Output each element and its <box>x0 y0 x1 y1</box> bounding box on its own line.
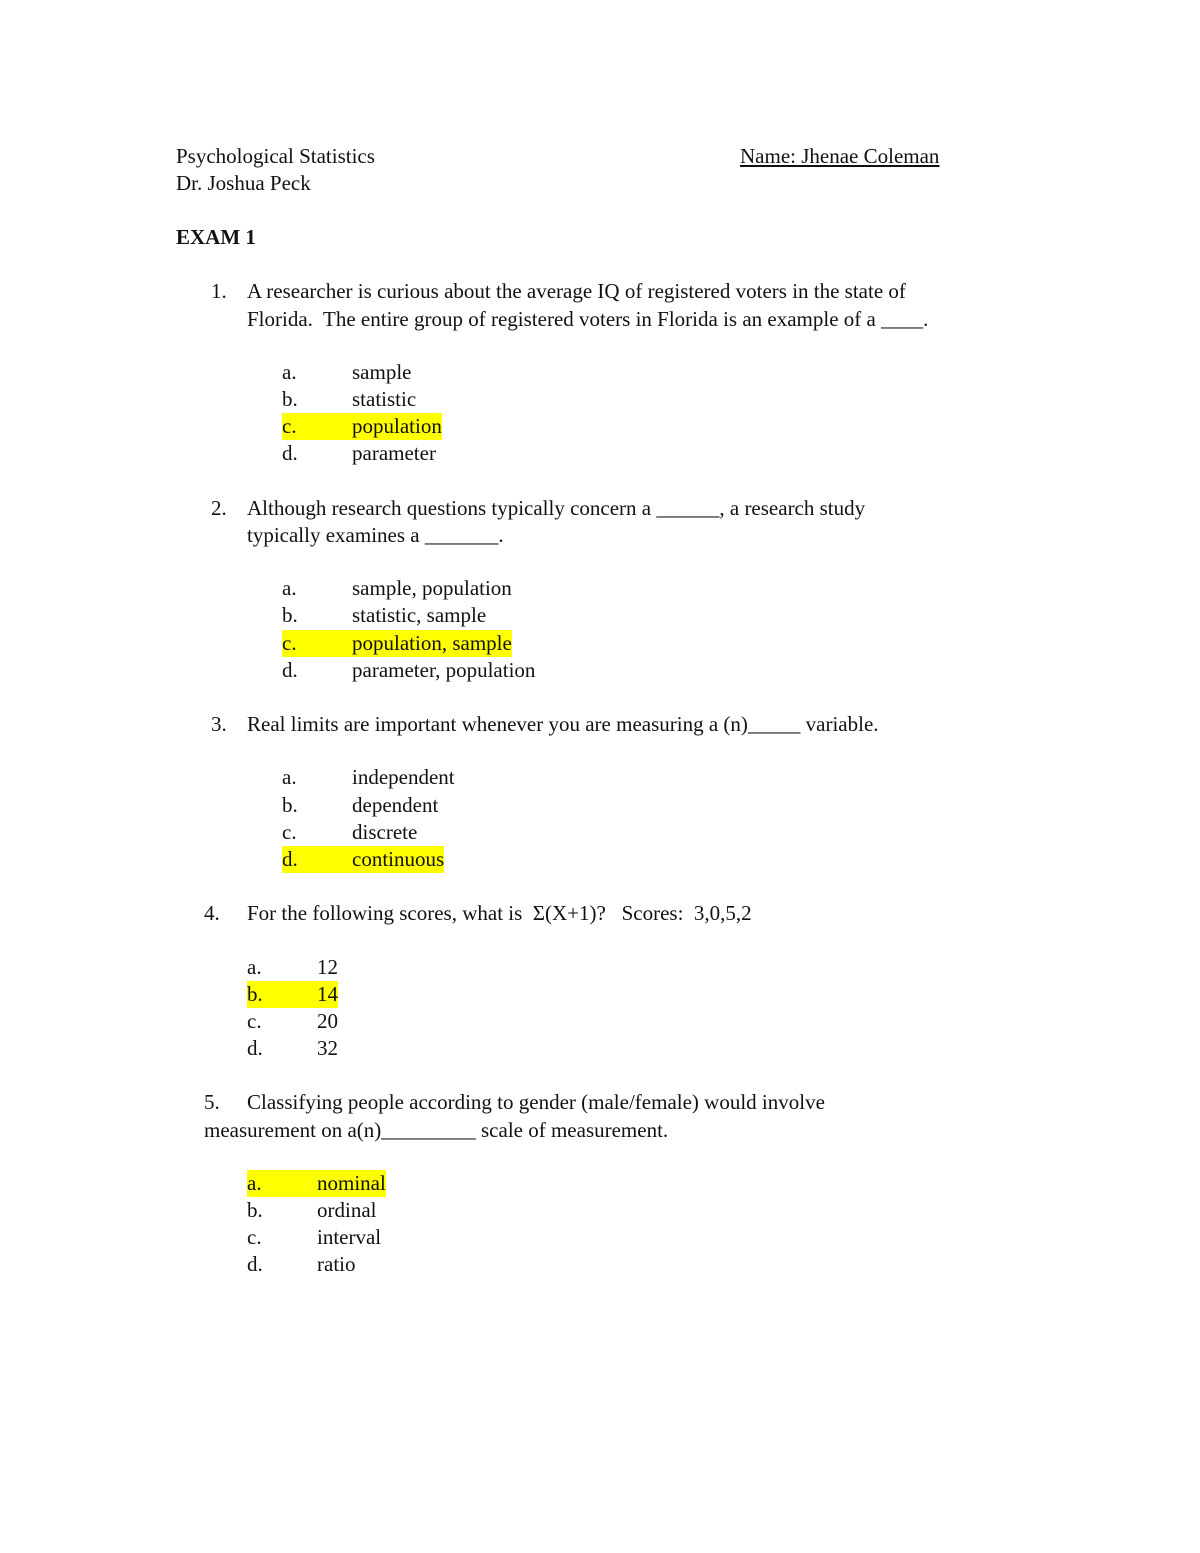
answer-option <box>247 1035 338 1062</box>
option-letter: d. <box>282 847 298 871</box>
option-letter: d. <box>247 1252 263 1276</box>
option-text: sample, population <box>352 576 512 600</box>
answer-option <box>282 602 486 629</box>
option-letter: c. <box>247 1009 262 1033</box>
answer-option <box>282 359 411 386</box>
option-letter: a. <box>247 1171 262 1195</box>
question-number: 5. <box>204 1090 220 1114</box>
option-letter: d. <box>282 658 298 682</box>
question-number: 4. <box>204 901 220 925</box>
option-text: statistic <box>352 387 417 411</box>
option-text: 12 <box>317 955 338 979</box>
option-letter: c. <box>282 631 297 655</box>
option-letter: a. <box>282 765 297 789</box>
answer-option <box>247 1197 376 1224</box>
answer-option-selected <box>247 1170 386 1197</box>
answer-option-selected <box>282 630 512 657</box>
option-letter: b. <box>247 982 263 1006</box>
option-text: statistic, sample <box>352 603 487 627</box>
option-letter: b. <box>247 1198 263 1222</box>
answer-option <box>282 440 436 467</box>
answer-option <box>282 575 512 602</box>
answer-option <box>247 954 338 981</box>
question-number: 2. <box>211 496 227 520</box>
answer-option-selected <box>282 413 442 440</box>
answer-option <box>247 1008 338 1035</box>
option-letter: b. <box>282 793 298 817</box>
option-letter: a. <box>247 955 262 979</box>
student-name: Name: Jhenae Coleman <box>740 144 940 168</box>
option-text: independent <box>352 765 455 789</box>
option-text: parameter <box>352 441 436 465</box>
answer-option <box>282 657 535 684</box>
option-text: 14 <box>317 982 338 1006</box>
option-letter: b. <box>282 387 298 411</box>
option-text: population <box>352 414 442 438</box>
question-text-line: typically examines a _______. <box>247 523 504 547</box>
answer-option <box>282 819 417 846</box>
answer-option-selected <box>247 981 338 1008</box>
question-text-line: measurement on a(n)_________ scale of measurement. <box>204 1118 669 1142</box>
option-letter: a. <box>282 360 297 384</box>
option-text: sample <box>352 360 412 384</box>
answer-option <box>247 1224 381 1251</box>
instructor-name: Dr. Joshua Peck <box>176 171 311 195</box>
answer-option <box>247 1251 355 1278</box>
option-letter: d. <box>247 1036 263 1060</box>
question-text-line: Real limits are important whenever you are measuring a (n)_____ variable. <box>247 712 879 736</box>
question-text-line: Florida. The entire group of registered voters in Florida is an example of a ____. <box>247 307 929 331</box>
option-letter: c. <box>247 1225 262 1249</box>
option-letter: c. <box>282 820 297 844</box>
option-text: population, sample <box>352 631 512 655</box>
question-text-line: Classifying people according to gender (male/female) would involve <box>247 1090 825 1114</box>
option-text: 20 <box>317 1009 338 1033</box>
option-text: interval <box>317 1225 382 1249</box>
answer-option-selected <box>282 846 444 873</box>
answer-option <box>282 386 416 413</box>
option-text: continuous <box>352 847 445 871</box>
course-title: Psychological Statistics <box>176 144 375 168</box>
option-letter: b. <box>282 603 298 627</box>
option-text: dependent <box>352 793 439 817</box>
answer-option <box>282 764 455 791</box>
question-number: 1. <box>211 279 227 303</box>
question-text-line: For the following scores, what is Σ(X+1)? Scores: 3,0,5,2 <box>247 901 752 925</box>
option-letter: a. <box>282 576 297 600</box>
question-text-line: Although research questions typically concern a ______, a research study <box>247 496 866 520</box>
option-text: ratio <box>317 1252 356 1276</box>
option-text: ordinal <box>317 1198 377 1222</box>
option-text: 32 <box>317 1036 338 1060</box>
option-text: nominal <box>317 1171 386 1195</box>
option-text: parameter, population <box>352 658 536 682</box>
option-letter: d. <box>282 441 298 465</box>
option-text: discrete <box>352 820 418 844</box>
option-letter: c. <box>282 414 297 438</box>
question-text-line: A researcher is curious about the average IQ of registered voters in the state of <box>247 279 906 303</box>
answer-option <box>282 792 438 819</box>
question-number: 3. <box>211 712 227 736</box>
exam-title: EXAM 1 <box>176 225 256 249</box>
